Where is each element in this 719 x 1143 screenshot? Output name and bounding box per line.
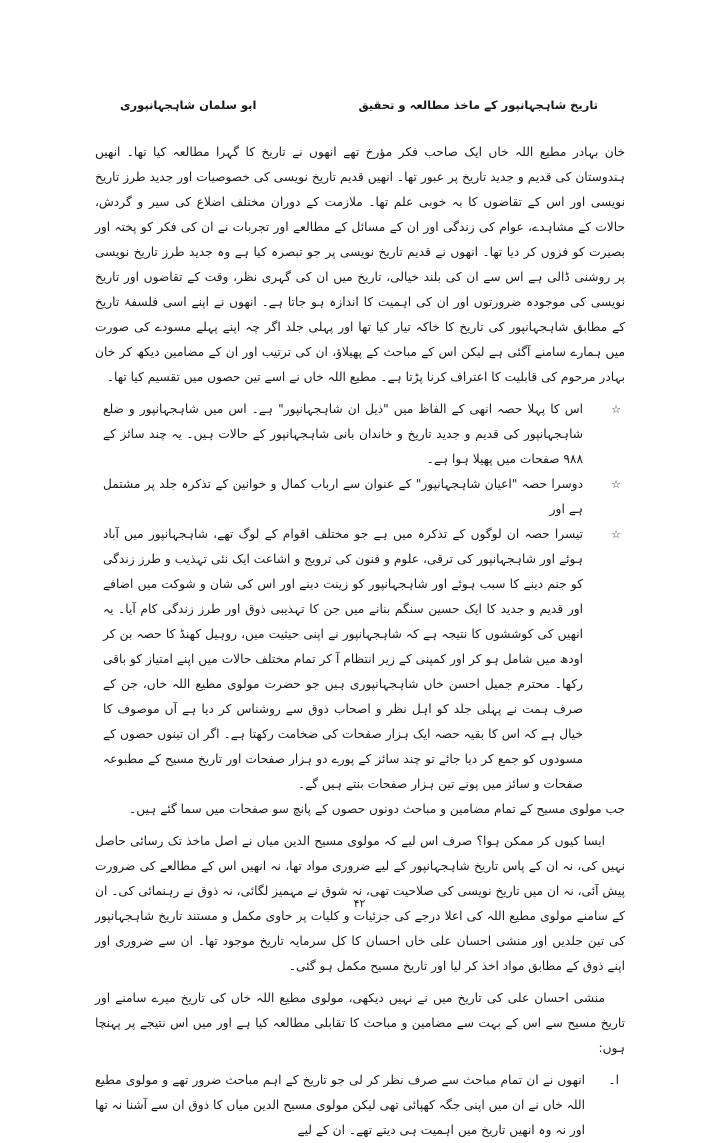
page-number: ۴۲ (353, 897, 366, 910)
list-item (95, 522, 625, 797)
item-number: ا۔ (608, 1073, 619, 1087)
running-author: ابو سلمان شاہجہانپوری (120, 98, 257, 112)
list-item (95, 397, 625, 472)
star-icon: ☆ (611, 528, 621, 541)
running-title: تاریخ شاہجہانپور کے ماخذ مطالعہ و تحقیق (358, 98, 598, 112)
star-icon: ☆ (611, 478, 621, 491)
numbered-item-text: انھوں نے ان تمام مباحث سے صرف نظر کر لی جو تاریخ کے اہم مباحث ضرور تھے و مولوی مطیع اللہ خاں نے ان میں اپنی جگہ کھپائی تھی لیکن مولوی مسیح الدین میاں کا ذوق ان سے آشنا نہ تھا اور نہ وہ انھیں تاریخ میں اہمیت ہی دیتے تھے۔ ان کے لیے (95, 1073, 585, 1137)
paragraph-summary: جب مولوی مسیح کے تمام مضامین و مباحث دونوں حصوں کے پانچ سو صفحات میں سما گئے ہیں۔ (129, 802, 625, 816)
document-body (95, 140, 625, 1143)
star-icon: ☆ (611, 403, 621, 416)
paragraph-comparison: منشی احسان علی کی تاریخ میں نے نہیں دیکھی، مولوی مطیع اللہ خاں کی تاریخ میرے سامنے اور تاریخ مسیح سے اس کے بہت سے مضامین و مباحث کا تقابلی مطالعہ کیا ہے اور میں اس نتیجے پر پہنچا ہوں: (95, 991, 625, 1055)
list-item-text: اس کا پہلا حصہ انھی کے الفاظ میں "ذیل ان شاہجہانپور" ہے۔ اس میں شاہجہانپور و ضلع شاہجہانپور کی قدیم و جدید تاریخ و خاندان بانی شاہجہانپور کے حالات ہیں۔ یہ چند سائز کے ۹۸۸ صفحات میں پھیلا ہوا ہے۔ (103, 402, 583, 466)
list-item-text: دوسرا حصہ "اعیان شاہجہانپور" کے عنوان سے ارباب کمال و خوانین کے تذکرہ جلد پر مشتمل ہے اور (103, 477, 583, 516)
section-list (95, 397, 625, 797)
list-item (95, 472, 625, 522)
paragraph-intro: خان بہادر مطیع اللہ خاں ایک صاحب فکر مؤرخ تھے انھوں نے تاریخ کا گہرا مطالعہ کیا تھا۔ انھیں ہندوستان کی قدیم و جدید تاریخ پر عبور تھا۔ انھیں قدیم تاریخ نویسی کی خصوصیات اور جدید طرز تاریخ نویسی اور اس کے تقاضوں کا بہ خوبی علم تھا۔ ملازمت کے دوران مختلف اضلاع کی سیر و گردش، حالات کے مشاہدے، عوام کی زندگی اور ان کے مسائل کے مطالعے اور تجربات نے ان کی فکر کو پختہ اور بصیرت کو فزوں کر دیا تھا۔ انھوں نے قدیم تاریخ نویسی پر جو تبصرہ کیا ہے وہ جدید طرز تاریخ نویسی پر روشنی ڈالی ہے اس سے ان کی بلند خیالی، تاریخ میں ان کی گہری نظر، وقت کے تقاضوں اور تاریخ نویسی کی موجودہ ضرورتوں اور ان کی اہمیت کا اندازہ ہو جاتا ہے۔ انھوں نے اپنے اسی فلسفۂ تاریخ کے مطابق شاہجہانپور کی تاریخ کا خاکہ تیار کیا تھا اور پہلی جلد اگر چہ اپنے پہلے مسودے کی صورت میں ہمارے سامنے آگئی ہے لیکن اس کے مباحث کے پھیلاؤ، ان کی ترتیب اور ان کے مضامین دیکھ کر خان بہادر مرحوم کی قابلیت کا اعتراف کرنا پڑتا ہے۔ مطیع اللہ خاں نے اسے تین حصوں میں تقسیم کیا تھا۔ (95, 145, 625, 384)
list-item-text: تیسرا حصہ ان لوگوں کے تذکرہ میں ہے جو مختلف اقوام کے لوگ تھے، شاہجہانپور میں آباد ہوئے اور شاہجہانپور کی ترقی، علوم و فنون کی ترویج و اشاعت ایک نئی تہذیب و طرز زندگی کو جنم دینے کا سبب ہوئے اور شاہجہانپور کو زینت دینے اور اس کی شان و شوکت میں اضافے اور قدیم و جدید کا ایک حسین سنگم بنانے میں جن کا تہذیبی ذوق اور طرز زندگی کام آیا۔ یہ انھیں کی کوششوں کا نتیجہ ہے کہ شاہجہانپور نے اپنی حیثیت میں، روہیل کھنڈ کا حصہ بن کر اودھ میں شامل ہو کر اور کمپنی کے زیر انتظام آ کر تمام مختلف حالات میں اپنے امتیاز کو باقی رکھا۔ محترم جمیل احسن خاں شاہجہانپوری ہیں جو حضرت مولوی مطیع اللہ خاں، جن کے صرف ہمت نے پہلی جلد کو اہل نظر و اصحاب ذوق سے روشناس کر دیا ہے آں موصوف کا خیال ہے کہ اس کا بقیہ حصہ ایک ہزار صفحات کی ضخامت رکھتا ہے۔ اگر ان تینوں حصوں کے مسودوں کو جمع کر دیا جائے تو چند سائز کے پورے دو ہزار صفحات اور تاریخ مسیح کے مطبوعہ صفحات و سائز میں پونے تین ہزار صفحات بنتے ہیں گے۔ (103, 527, 583, 791)
numbered-item (95, 1068, 625, 1143)
paragraph-question: ایسا کیوں کر ممکن ہوا؟ صرف اس لیے کہ مولوی مسیح الدین میاں نے اصل ماخذ تک رسائی حاصل نہیں کی، نہ ان کے پاس تاریخ شاہجہانپور کے لیے ضروری مواد تھا، نہ انھیں اس کے مطالعے کی ضرورت پیش آئی، نہ ان میں تاریخ نویسی کی صلاحیت تھی، نہ شوق نے مہمیز لگائی، نہ ذوق نے رہنمائی کی۔ ان کے سامنے مولوی مطیع اللہ کی اعلا درجے کی جزئیات و کلیات پر حاوی مکمل و مستند تاریخ شاہجہانپور کی تین جلدیں اور منشی احسان علی خاں احسان کا کل سرمایہ تاریخ موجود تھا۔ ان سے ضروری اور اپنے ذوق کے مطابق مواد اخذ کر لیا اور تاریخ مسیح مکمل ہو گئی۔ (95, 834, 625, 973)
